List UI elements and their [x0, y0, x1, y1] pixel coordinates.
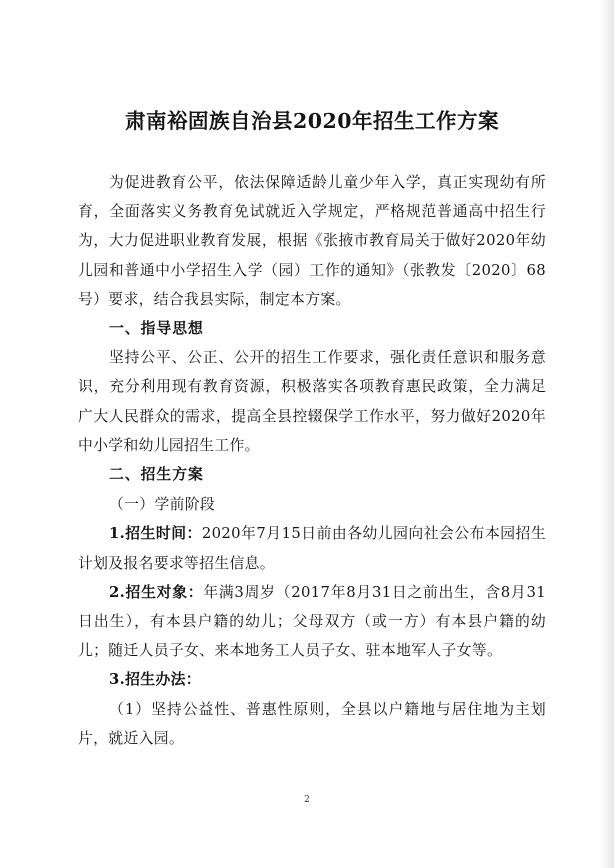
- item-enrollment-target-text: 年满3周岁（2017年8月31日之前出生，含8月31日出生），有本县户籍的幼儿；父母双方（或一方）有本县户籍的幼儿；随迁人员子女、来本地务工人员子女、驻本地军人子女等。: [78, 583, 546, 660]
- page-edge-shadow: [600, 0, 614, 868]
- section-heading-guiding-principle: 一、指导思想: [109, 320, 204, 338]
- item-enrollment-time: [78, 519, 546, 577]
- item-enrollment-time-label: 1.招生时间：: [109, 525, 202, 543]
- section-heading-enrollment-plan: 二、招生方案: [109, 466, 204, 484]
- page-number: 2: [304, 795, 310, 805]
- subsection-preschool: （一）学前阶段: [109, 496, 216, 514]
- item-enrollment-target: [78, 578, 546, 666]
- item-enrollment-target-label: 2.招生对象：: [109, 583, 204, 601]
- item-enrollment-time-text: 2020年7月15日前由各幼儿园向社会公布本园招生计划及报名要求等招生信息。: [78, 525, 546, 572]
- item-enrollment-method-label: 3.招生办法：: [109, 671, 201, 689]
- intro-paragraph: 为促进教育公平，依法保障适龄儿童少年入学，真正实现幼有所育，全面落实义务教育免试就近入学规定，严格规范普通高中招生行为，大力促进职业教育发展，根据《张掖市教育局关于做好2020年幼儿园和普通中小学招生入学（园）工作的通知》（张教发〔2020〕68号）要求，结合我县实际，制定本方案。: [78, 174, 546, 308]
- document-body: [78, 104, 546, 753]
- guiding-principle-paragraph: 坚持公平、公正、公开的招生工作要求，强化责任意识和服务意识，充分利用现有教育资源，积极落实各项教育惠民政策，全力满足广大人民群众的需求，提高全县控辍保学工作水平，努力做好2020年中小学和幼儿园招生工作。: [78, 349, 546, 454]
- document-title: 肃南裕固族自治县2020年招生工作方案: [124, 109, 500, 133]
- item-enrollment-method-1: （1）坚持公益性、普惠性原则，全县以户籍地与居住地为主划片，就近入园。: [78, 700, 546, 747]
